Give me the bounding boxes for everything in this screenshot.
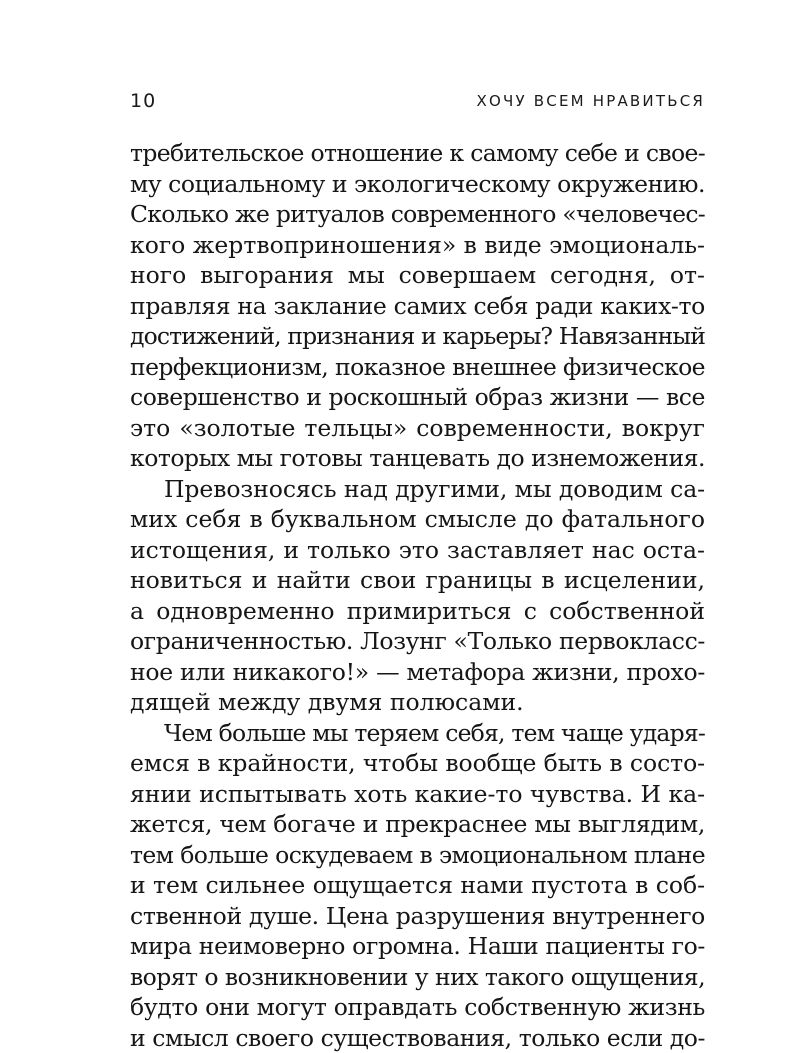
text-line: будто они могут оправдать собственную жизнь — [130, 992, 705, 1023]
text-line: перфекционизм, показное внешнее физическое — [130, 352, 705, 383]
paragraph-2 — [130, 474, 705, 718]
text-line: янии испытывать хоть какие-то чувства. И ка- — [130, 779, 705, 810]
text-line: кого жертвоприношения» в виде эмоциональ- — [130, 230, 705, 261]
text-line: которых мы готовы танцевать до изнеможения. — [130, 443, 705, 474]
text-line: новиться и найти свои границы в исцелении, — [130, 565, 705, 596]
paragraph-1 — [130, 138, 705, 474]
paragraph-3 — [130, 718, 705, 1053]
text-line: ного выгорания мы совершаем сегодня, от- — [130, 260, 705, 291]
text-line: и тем сильнее ощущается нами пустота в соб- — [130, 870, 705, 901]
text-line: ограниченностью. Лозунг «Только первокласс- — [130, 626, 705, 657]
text-line: мира неимоверно огромна. Наши пациенты го- — [130, 931, 705, 962]
page-number: 10 — [130, 90, 156, 112]
body-text — [130, 138, 705, 1053]
text-line: истощения, и только это заставляет нас оста- — [130, 535, 705, 566]
text-line: му социальному и экологическому окружению. — [130, 169, 705, 200]
text-line: Сколько же ритуалов современного «человечес- — [130, 199, 705, 230]
text-line: мих себя в буквальном смысле до фатального — [130, 504, 705, 535]
text-line: а одновременно примириться с собственной — [130, 596, 705, 627]
text-line: дящей между двумя полюсами. — [130, 687, 705, 718]
text-line: достижений, признания и карьеры? Навязанный — [130, 321, 705, 352]
text-line: жется, чем богаче и прекраснее мы выглядим, — [130, 809, 705, 840]
text-line: Превозносясь над другими, мы доводим са- — [130, 474, 705, 505]
text-line: это «золотые тельцы» современности, вокруг — [130, 413, 705, 444]
text-line: емся в крайности, чтобы вообще быть в состо- — [130, 748, 705, 779]
text-line: и смысл своего существования, только если до- — [130, 1023, 705, 1053]
running-head — [130, 90, 705, 114]
text-line: тем больше оскудеваем в эмоциональном плане — [130, 840, 705, 871]
text-line: требительское отношение к самому себе и свое- — [130, 138, 705, 169]
text-line: ворят о возникновении у них такого ощущения, — [130, 962, 705, 993]
text-line: ственной душе. Цена разрушения внутреннего — [130, 901, 705, 932]
text-line: Чем больше мы теряем себя, тем чаще ударя- — [130, 718, 705, 749]
text-line: ное или никакого!» — метафора жизни, прохо- — [130, 657, 705, 688]
running-title: ХОЧУ ВСЕМ НРАВИТЬСЯ — [477, 92, 705, 110]
text-line: правляя на заклание самих себя ради каких-то — [130, 291, 705, 322]
text-line: совершенство и роскошный образ жизни — все — [130, 382, 705, 413]
